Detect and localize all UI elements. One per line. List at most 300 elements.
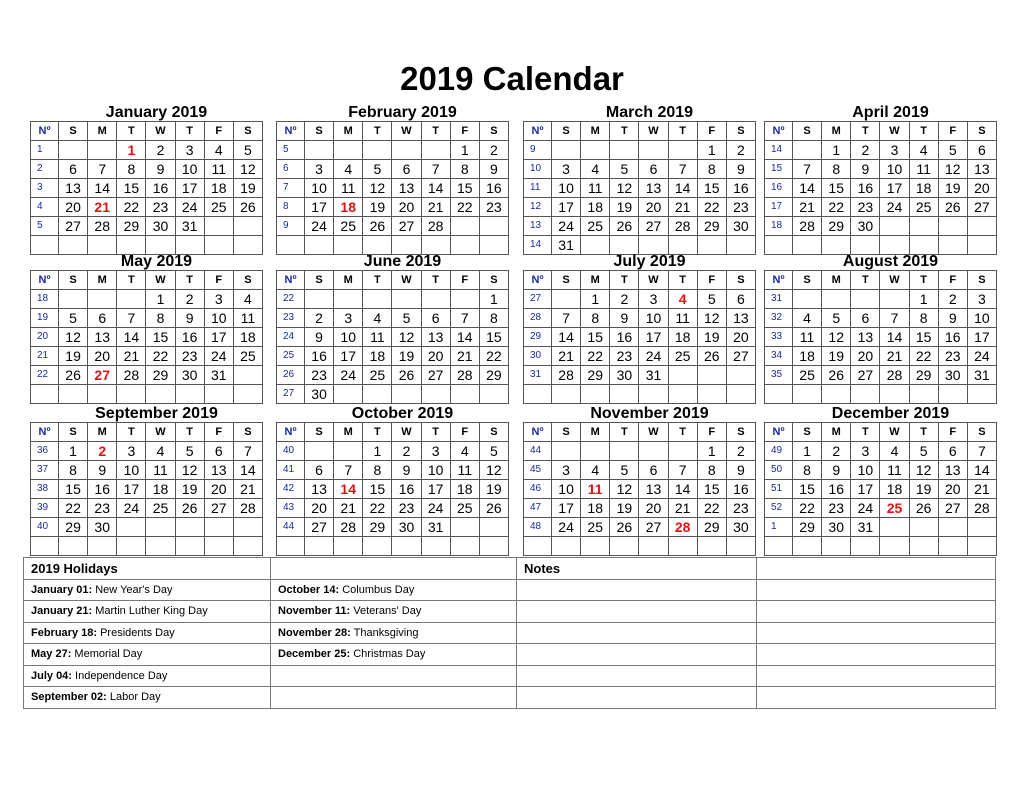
- day-cell: 11: [204, 160, 233, 179]
- day-cell: 8: [697, 461, 726, 480]
- weekday-header: S: [59, 122, 88, 141]
- week-row: [277, 309, 509, 328]
- day-cell: 26: [392, 366, 421, 385]
- week-row: [524, 480, 756, 499]
- day-cell: 29: [909, 366, 938, 385]
- day-cell: 28: [334, 518, 363, 537]
- day-cell: 15: [146, 328, 175, 347]
- week-number: 3: [31, 179, 59, 198]
- day-cell: [88, 385, 117, 404]
- day-cell: 27: [938, 499, 967, 518]
- month-calendar: [276, 104, 509, 255]
- day-cell: [233, 217, 262, 236]
- weekday-header: T: [421, 423, 450, 442]
- month-calendar: [523, 253, 756, 404]
- weekday-header-row: [765, 271, 997, 290]
- week-row: [765, 160, 997, 179]
- weekday-header: S: [552, 122, 581, 141]
- day-cell: 24: [851, 499, 880, 518]
- day-cell: 13: [305, 480, 334, 499]
- day-cell: 26: [363, 217, 392, 236]
- day-cell: [421, 385, 450, 404]
- day-cell: 23: [88, 499, 117, 518]
- day-cell: 28: [793, 217, 822, 236]
- day-cell: 4: [204, 141, 233, 160]
- weekday-header: S: [967, 423, 996, 442]
- week-row: [31, 537, 263, 556]
- day-cell: 22: [59, 499, 88, 518]
- day-cell: 19: [233, 179, 262, 198]
- holidays-table: [23, 557, 996, 709]
- week-number-header: Nº: [31, 271, 59, 290]
- day-cell: [552, 290, 581, 309]
- weekday-header: W: [639, 423, 668, 442]
- day-cell: 23: [938, 347, 967, 366]
- weekday-header-row: [277, 122, 509, 141]
- weekday-header: W: [880, 423, 909, 442]
- day-cell: 2: [175, 290, 204, 309]
- day-cell: 9: [610, 309, 639, 328]
- week-number-header: Nº: [765, 122, 793, 141]
- day-cell: 26: [610, 518, 639, 537]
- day-cell: 21: [450, 347, 479, 366]
- day-cell: [88, 236, 117, 255]
- day-cell: 20: [639, 198, 668, 217]
- day-cell: [610, 141, 639, 160]
- week-number: 32: [765, 309, 793, 328]
- day-cell: 3: [175, 141, 204, 160]
- week-number: [765, 537, 793, 556]
- day-cell: [392, 290, 421, 309]
- day-cell: 11: [334, 179, 363, 198]
- day-cell: 30: [88, 518, 117, 537]
- day-cell: 9: [822, 461, 851, 480]
- day-cell: 14: [88, 179, 117, 198]
- day-cell: 13: [392, 179, 421, 198]
- day-cell: 13: [938, 461, 967, 480]
- day-cell: 22: [581, 347, 610, 366]
- day-cell: 11: [793, 328, 822, 347]
- day-cell: 5: [59, 309, 88, 328]
- day-cell: 27: [59, 217, 88, 236]
- weekday-header: S: [793, 423, 822, 442]
- day-cell: 12: [610, 179, 639, 198]
- holiday-entry: [24, 622, 271, 644]
- week-number: 40: [277, 442, 305, 461]
- day-cell: 14: [793, 179, 822, 198]
- day-cell: 11: [581, 179, 610, 198]
- day-cell: [938, 518, 967, 537]
- day-cell: 22: [146, 347, 175, 366]
- week-number: 44: [524, 442, 552, 461]
- month-calendar: [523, 405, 756, 556]
- holiday-date: October 14:: [278, 583, 340, 596]
- weekday-header: W: [880, 122, 909, 141]
- day-cell: 15: [822, 179, 851, 198]
- day-cell: [59, 385, 88, 404]
- day-cell: 26: [479, 499, 508, 518]
- day-cell: 10: [204, 309, 233, 328]
- day-cell: 11: [450, 461, 479, 480]
- weekday-header-row: [31, 423, 263, 442]
- day-cell: 7: [668, 461, 697, 480]
- week-row: [765, 461, 997, 480]
- holiday-row: [24, 579, 996, 601]
- day-cell: [822, 385, 851, 404]
- week-number: 30: [524, 347, 552, 366]
- day-cell: [450, 537, 479, 556]
- day-cell: [909, 385, 938, 404]
- day-cell: 10: [117, 461, 146, 480]
- day-cell: 22: [363, 499, 392, 518]
- day-cell: [479, 385, 508, 404]
- day-cell: 24: [639, 347, 668, 366]
- day-cell: 30: [610, 366, 639, 385]
- day-cell: 14: [668, 179, 697, 198]
- weekday-header-row: [277, 423, 509, 442]
- day-cell: 19: [175, 480, 204, 499]
- week-number: 51: [765, 480, 793, 499]
- day-cell: 2: [726, 442, 755, 461]
- week-number: 50: [765, 461, 793, 480]
- day-cell: 29: [581, 366, 610, 385]
- day-cell: 2: [851, 141, 880, 160]
- day-cell: 31: [639, 366, 668, 385]
- day-cell: [909, 537, 938, 556]
- week-number: 24: [277, 328, 305, 347]
- day-cell: 18: [146, 480, 175, 499]
- weekday-header: F: [697, 423, 726, 442]
- day-cell: 28: [421, 217, 450, 236]
- day-cell: 23: [479, 198, 508, 217]
- week-number: 31: [765, 290, 793, 309]
- day-cell: [610, 537, 639, 556]
- day-cell: 21: [88, 198, 117, 217]
- day-cell: 18: [363, 347, 392, 366]
- day-cell: 12: [363, 179, 392, 198]
- week-row: [277, 480, 509, 499]
- day-cell: 27: [421, 366, 450, 385]
- day-cell: [822, 236, 851, 255]
- week-number: 12: [524, 198, 552, 217]
- week-row: [765, 328, 997, 347]
- holiday-row: [24, 687, 996, 709]
- day-cell: 1: [59, 442, 88, 461]
- week-number: 9: [277, 217, 305, 236]
- day-cell: 6: [967, 141, 996, 160]
- weekday-header: S: [726, 271, 755, 290]
- day-cell: 2: [479, 141, 508, 160]
- day-cell: [392, 236, 421, 255]
- weekday-header: T: [175, 271, 204, 290]
- week-row: [524, 309, 756, 328]
- day-cell: 1: [146, 290, 175, 309]
- weekday-header: T: [175, 423, 204, 442]
- day-cell: 17: [204, 328, 233, 347]
- notes-line: [517, 601, 757, 623]
- notes-line: [757, 644, 996, 666]
- month-table: [276, 121, 509, 255]
- day-cell: 4: [334, 160, 363, 179]
- day-cell: 20: [938, 480, 967, 499]
- day-cell: 24: [421, 499, 450, 518]
- day-cell: 28: [668, 518, 697, 537]
- month-calendar: [764, 405, 997, 556]
- month-name: April 2019: [852, 104, 929, 121]
- day-cell: [697, 385, 726, 404]
- day-cell: [822, 290, 851, 309]
- month-calendar: [523, 104, 756, 255]
- day-cell: [668, 537, 697, 556]
- day-cell: [392, 385, 421, 404]
- day-cell: 9: [938, 309, 967, 328]
- week-row: [277, 328, 509, 347]
- day-cell: 18: [793, 347, 822, 366]
- weekday-header: F: [938, 423, 967, 442]
- weekday-header: T: [851, 271, 880, 290]
- day-cell: 11: [146, 461, 175, 480]
- holiday-entry: [24, 665, 271, 687]
- day-cell: [305, 442, 334, 461]
- day-cell: 11: [233, 309, 262, 328]
- day-cell: 1: [697, 442, 726, 461]
- month-name: May 2019: [120, 253, 193, 270]
- weekday-header: T: [117, 423, 146, 442]
- day-cell: [88, 537, 117, 556]
- day-cell: [639, 385, 668, 404]
- weekday-header: S: [726, 423, 755, 442]
- weekday-header: T: [363, 122, 392, 141]
- day-cell: 17: [421, 480, 450, 499]
- day-cell: 30: [822, 518, 851, 537]
- day-cell: [851, 236, 880, 255]
- day-cell: 30: [726, 518, 755, 537]
- week-number: 18: [765, 217, 793, 236]
- day-cell: 31: [204, 366, 233, 385]
- week-number-header: Nº: [277, 271, 305, 290]
- day-cell: 7: [233, 442, 262, 461]
- day-cell: [146, 537, 175, 556]
- holiday-name: Columbus Day: [342, 583, 415, 596]
- day-cell: 10: [334, 328, 363, 347]
- week-number: 41: [277, 461, 305, 480]
- day-cell: [175, 385, 204, 404]
- day-cell: 25: [668, 347, 697, 366]
- week-number: 25: [277, 347, 305, 366]
- week-number: 34: [765, 347, 793, 366]
- day-cell: 5: [610, 160, 639, 179]
- day-cell: [697, 537, 726, 556]
- week-row: [524, 461, 756, 480]
- week-number: 36: [31, 442, 59, 461]
- day-cell: [793, 141, 822, 160]
- day-cell: [334, 236, 363, 255]
- weekday-header: S: [552, 271, 581, 290]
- week-row: [31, 461, 263, 480]
- month-name: October 2019: [351, 405, 454, 422]
- day-cell: 22: [822, 198, 851, 217]
- holiday-date: February 18:: [31, 626, 98, 639]
- week-row: [524, 179, 756, 198]
- day-cell: [334, 385, 363, 404]
- weekday-header: T: [668, 271, 697, 290]
- day-cell: 28: [117, 366, 146, 385]
- day-cell: [909, 518, 938, 537]
- month-calendar: [30, 253, 263, 404]
- day-cell: 8: [59, 461, 88, 480]
- day-cell: 4: [581, 160, 610, 179]
- day-cell: 14: [334, 480, 363, 499]
- day-cell: [334, 442, 363, 461]
- day-cell: 22: [479, 347, 508, 366]
- day-cell: 16: [88, 480, 117, 499]
- day-cell: 12: [392, 328, 421, 347]
- week-number-header: Nº: [765, 271, 793, 290]
- weekday-header: T: [610, 271, 639, 290]
- week-row: [524, 290, 756, 309]
- week-row: [277, 537, 509, 556]
- day-cell: 21: [552, 347, 581, 366]
- month-table: [764, 270, 997, 404]
- day-cell: 9: [726, 160, 755, 179]
- day-cell: 17: [552, 198, 581, 217]
- day-cell: 3: [851, 442, 880, 461]
- week-row: [524, 537, 756, 556]
- day-cell: 9: [88, 461, 117, 480]
- day-cell: [938, 236, 967, 255]
- week-number-header: Nº: [31, 423, 59, 442]
- month-name: September 2019: [95, 405, 218, 422]
- week-row: [524, 518, 756, 537]
- day-cell: 30: [305, 385, 334, 404]
- day-cell: 9: [392, 461, 421, 480]
- day-cell: 3: [552, 160, 581, 179]
- week-row: [524, 217, 756, 236]
- weekday-header: F: [204, 271, 233, 290]
- day-cell: [552, 385, 581, 404]
- day-cell: 15: [581, 328, 610, 347]
- week-number: 48: [524, 518, 552, 537]
- day-cell: 2: [610, 290, 639, 309]
- day-cell: 5: [479, 442, 508, 461]
- day-cell: [450, 290, 479, 309]
- week-number: 15: [765, 160, 793, 179]
- day-cell: [880, 537, 909, 556]
- day-cell: 30: [146, 217, 175, 236]
- day-cell: [146, 385, 175, 404]
- day-cell: [581, 537, 610, 556]
- weekday-header: S: [967, 271, 996, 290]
- day-cell: 27: [392, 217, 421, 236]
- day-cell: 1: [697, 141, 726, 160]
- week-row: [765, 480, 997, 499]
- weekday-header: W: [146, 423, 175, 442]
- day-cell: [59, 537, 88, 556]
- day-cell: [117, 385, 146, 404]
- week-row: [524, 236, 756, 255]
- day-cell: 15: [909, 328, 938, 347]
- day-cell: [967, 217, 996, 236]
- week-number: 10: [524, 160, 552, 179]
- day-cell: 14: [450, 328, 479, 347]
- day-cell: 24: [204, 347, 233, 366]
- day-cell: [552, 537, 581, 556]
- day-cell: 24: [117, 499, 146, 518]
- day-cell: 13: [967, 160, 996, 179]
- day-cell: [967, 537, 996, 556]
- day-cell: 25: [450, 499, 479, 518]
- day-cell: [726, 366, 755, 385]
- day-cell: [233, 518, 262, 537]
- day-cell: 6: [305, 461, 334, 480]
- day-cell: 24: [305, 217, 334, 236]
- week-row: [31, 518, 263, 537]
- weekday-header: S: [59, 271, 88, 290]
- week-row: [277, 198, 509, 217]
- holiday-name: Presidents Day: [100, 626, 175, 639]
- day-cell: [909, 236, 938, 255]
- day-cell: [88, 141, 117, 160]
- day-cell: 5: [909, 442, 938, 461]
- day-cell: 25: [363, 366, 392, 385]
- day-cell: 19: [610, 198, 639, 217]
- day-cell: 15: [450, 179, 479, 198]
- day-cell: 27: [851, 366, 880, 385]
- week-number: [31, 236, 59, 255]
- day-cell: 23: [726, 499, 755, 518]
- day-cell: [479, 236, 508, 255]
- day-cell: 22: [697, 499, 726, 518]
- day-cell: 8: [581, 309, 610, 328]
- day-cell: 23: [726, 198, 755, 217]
- week-row: [31, 442, 263, 461]
- day-cell: [59, 290, 88, 309]
- day-cell: 7: [552, 309, 581, 328]
- day-cell: 15: [793, 480, 822, 499]
- day-cell: 10: [552, 179, 581, 198]
- day-cell: 7: [793, 160, 822, 179]
- holiday-name: Labor Day: [109, 691, 161, 704]
- day-cell: 16: [175, 328, 204, 347]
- holiday-entry: [24, 644, 271, 666]
- week-number: 4: [31, 198, 59, 217]
- day-cell: 3: [117, 442, 146, 461]
- weekday-header: T: [117, 271, 146, 290]
- week-row: [524, 499, 756, 518]
- day-cell: 4: [581, 461, 610, 480]
- week-row: [277, 385, 509, 404]
- weekday-header: S: [305, 122, 334, 141]
- day-cell: 12: [59, 328, 88, 347]
- day-cell: 16: [822, 480, 851, 499]
- weekday-header: M: [581, 122, 610, 141]
- day-cell: 27: [88, 366, 117, 385]
- notes-title: Notes: [517, 558, 757, 580]
- day-cell: 5: [392, 309, 421, 328]
- day-cell: 28: [880, 366, 909, 385]
- day-cell: 17: [880, 179, 909, 198]
- day-cell: 17: [305, 198, 334, 217]
- day-cell: 27: [204, 499, 233, 518]
- day-cell: 21: [880, 347, 909, 366]
- day-cell: 24: [552, 518, 581, 537]
- day-cell: 26: [233, 198, 262, 217]
- week-number: [765, 385, 793, 404]
- month-name: January 2019: [105, 104, 208, 121]
- day-cell: 28: [668, 217, 697, 236]
- week-row: [765, 347, 997, 366]
- week-number: 28: [524, 309, 552, 328]
